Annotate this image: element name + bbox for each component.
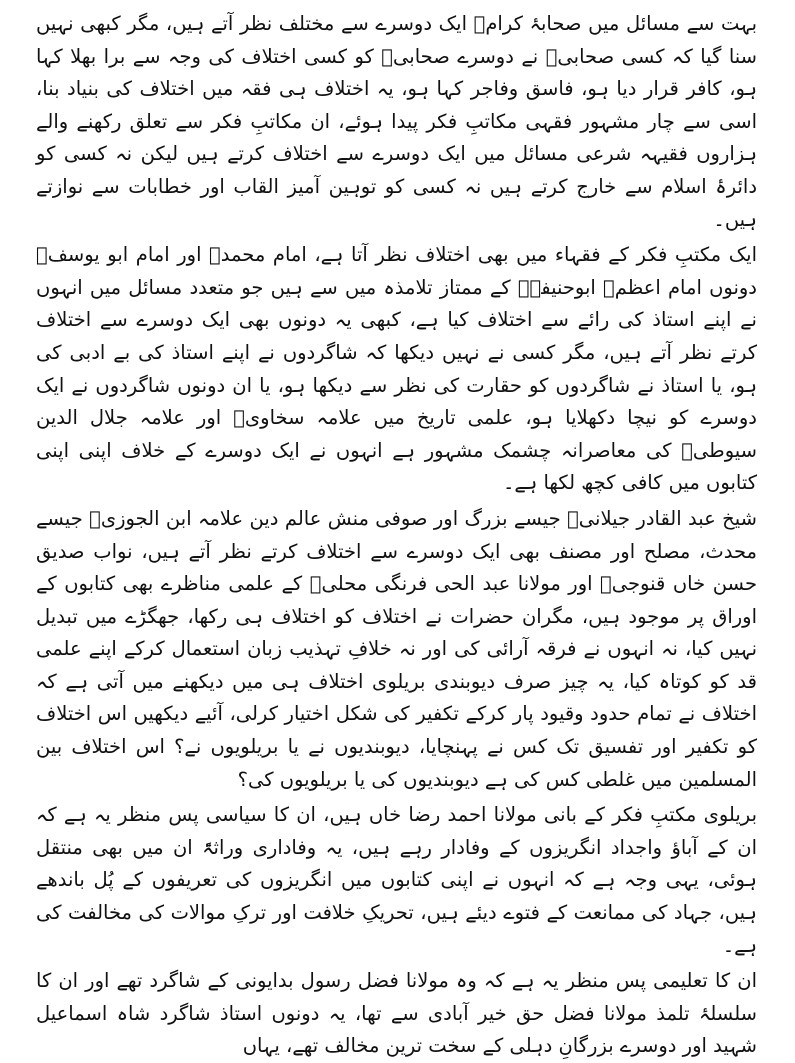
paragraph-barelvi-founder: بریلوی مکتبِ فکر کے بانی مولانا احمد رضا خاں ہیں، ان کا سیاسی پس منظر یہ ہے کہ ان کے آباؤ واجداد انگریزوں کے وفادار رہے ہیں، یہ وفاداری وراثۃً ان میں بھی منتقل ہوئی، یہی وجہ ہے کہ انہوں نے اپنی کتابوں میں انگریزوں کی تعریفوں کے پُل باندھے ہیں، جہاد کی ممانعت کے فتوے دیئے ہیں، تحریکِ خلافت اور ترکِ موالات کی مخالفت کی ہے۔ [36, 803, 757, 957]
paragraph-fuqaha-disagreement: ایک مکتبِ فکر کے فقہاء میں بھی اختلاف نظر آتا ہے، امام محمدؒ اور امام ابو یوسفؒ دونوں امام اعظمؒ ابوحنیفہؒ کے ممتاز تلامذہ میں سے ہیں جو متعدد مسائل میں انہوں نے اپنے استاذ کی رائے سے اختلاف کیا ہے، کبھی یہ دونوں بھی ایک دوسرے سے اختلاف کرتے نظر آتے ہیں، مگر کسی نے نہیں دیکھا کہ شاگردوں نے اپنے استاذ کی بے ادبی کی ہو، یا استاذ نے شاگردوں کو حقارت کی نظر سے دیکھا ہو، یا ان دونوں شاگردوں نے ایک دوسرے کو نیچا دکھلایا ہو، علمی تاریخ میں علامہ سخاویؒ اور علامہ جلال الدین سیوطیؒ کی معاصرانہ چشمک مشہور ہے انہوں نے ایک دوسرے کے خلاف اپنی اپنی کتابوں میں کافی کچھ لکھا ہے۔ [36, 243, 757, 495]
paragraph-educational-background: ان کا تعلیمی پس منظر یہ ہے کہ وہ مولانا فضل رسول بدایونی کے شاگرد تھے اور ان کا سلسلۂ تلمذ مولانا فضل حق خیر آبادی سے تھا، یہ دونوں استاذ شاگرد شاہ اسماعیل شہید اور دوسرے بزرگانِ دہلی کے سخت ترین مخالف تھے، یہاں [36, 969, 757, 1058]
paragraph-scholars-disagreement: شیخ عبد القادر جیلانیؒ جیسے بزرگ اور صوفی منش عالم دین علامہ ابن الجوزیؒ جیسے محدث، مصلح اور مصنف بھی ایک دوسرے سے اختلاف کرتے نظر آتے ہیں، نواب صدیق حسن خاں قنوجیؒ اور مولانا عبد الحی فرنگی محلیؒ کے علمی مناظرے بھی کتابوں کے اوراق پر موجود ہیں، مگران حضرات نے اختلاف کو اختلاف ہی رکھا، جھگڑے میں تبدیل نہیں کیا، نہ انہوں نے فرقہ آرائی کی اور نہ خلافِ تہذیب زبان استعمال کرکے اپنے علمی قد کو کوتاہ کیا، یہ چیز صرف دیوبندی بریلوی اختلاف ہی میں دیکھنے میں آتی ہے کہ اختلاف نے تمام حدود وقیود پار کرکے تکفیر کی شکل اختیار کرلی، آئیے دیکھیں اس اختلاف کو تکفیر اور تفسیق تک کس نے پہنچایا، دیوبندیوں نے یا بریلویوں نے؟ اس اختلاف بین المسلمین میں غلطی کس کی ہے دیوبندیوں کی یا بریلویوں کی؟ [36, 506, 757, 791]
paragraph-sahaba-disagreement: بہت سے مسائل میں صحابۂ کرامؓ ایک دوسرے سے مختلف نظر آتے ہیں، مگر کبھی نہیں سنا گیا کہ کسی صحابیؓ نے دوسرے صحابیؓ کو کسی اختلاف کی وجہ سے برا بھلا کہا ہو، کافر قرار دیا ہو، فاسق وفاجر کہا ہو، یہ اختلاف ہی فقہ میں اختلاف کی بنیاد بنا، اسی سے چار مشہور فقہی مکاتبِ فکر پیدا ہوئے، ان مکاتبِ فکر سے تعلق رکھنے والے ہزاروں فقیہہ شرعی مسائل میں ایک دوسرے سے اختلاف کرتے ہیں لیکن نہ کسی کو دائرۂ اسلام سے خارج کرتے ہیں نہ کسی کو توہین آمیز القاب اور خطابات سے نوازتے ہیں۔ [36, 12, 757, 231]
